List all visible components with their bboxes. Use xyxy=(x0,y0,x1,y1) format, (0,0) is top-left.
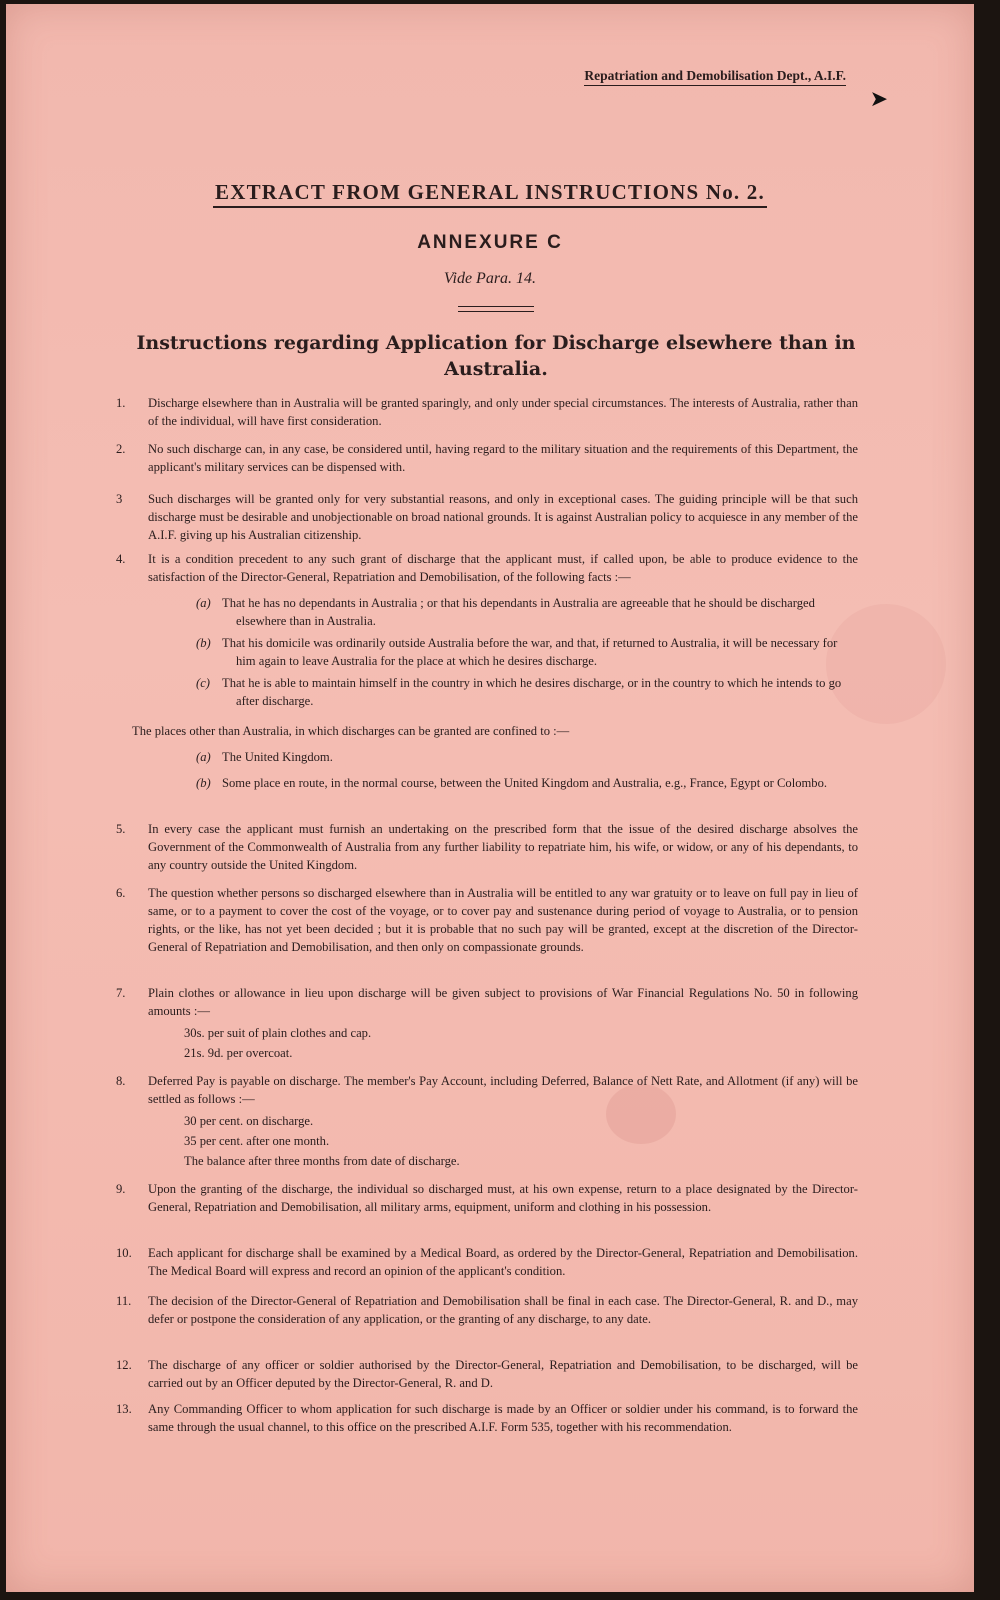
paragraph-number: 7. xyxy=(116,986,126,1000)
paragraph-number: 8. xyxy=(116,1074,126,1088)
paragraph-3 xyxy=(116,490,858,544)
paragraph-text: Each applicant for discharge shall be examined by a Medical Board, as ordered by the Director-General, Repatriation and Demobilisation. The Medical Board will express and record an opinion of the applicant's condition. xyxy=(148,1246,858,1278)
section-heading: Instructions regarding Application for Discharge elsewhere than in Australia. xyxy=(136,332,856,380)
item-label: (a) xyxy=(196,750,211,764)
document-title xyxy=(6,180,974,205)
paragraph-number: 2. xyxy=(116,442,126,456)
payment-schedule: 30 per cent. on discharge. xyxy=(184,1114,314,1128)
paragraph-number: 1. xyxy=(116,396,126,410)
document-title-text: EXTRACT FROM GENERAL INSTRUCTIONS No. 2. xyxy=(213,180,767,208)
paragraph-6 xyxy=(116,884,858,956)
paragraph-2 xyxy=(116,440,858,476)
paragraph-number: 5. xyxy=(116,822,126,836)
paragraph-text: Upon the granting of the discharge, the individual so discharged must, at his own expense, return to a place designated by the Director-General, Repatriation and Demobilisation, all military arms, equipment, uniform and clothing in his possession. xyxy=(148,1182,858,1214)
paragraph-8 xyxy=(116,1072,858,1108)
paragraph-5 xyxy=(116,820,858,874)
item-text: The United Kingdom. xyxy=(222,750,333,764)
paragraph-9 xyxy=(116,1180,858,1216)
paragraph-number: 4. xyxy=(116,552,126,566)
item-label: (b) xyxy=(196,776,211,790)
paragraph-text: The question whether persons so discharged elsewhere than in Australia will be entitled to any war gratuity or to leave on full pay in lieu of same, or to a payment to cover the cost of the voyage, or to cover pay and sustenance during period of voyage to Australia, or to pension rights, or the like, has not yet been decided ; but it is probable that no such pay will be granted, except at the discretion of the Director-General of Repatriation and Demobilisation, and then only on compassionate grounds. xyxy=(148,886,858,954)
clothing-amount: 30s. per suit of plain clothes and cap. xyxy=(184,1026,372,1040)
paragraph-number: 9. xyxy=(116,1182,126,1196)
paragraph-4 xyxy=(116,550,858,586)
paragraph-number: 11. xyxy=(116,1294,132,1308)
divider xyxy=(458,311,534,312)
paragraph-text: Discharge elsewhere than in Australia will be granted sparingly, and only under special circumstances. The interests of Australia, rather than of the individual, will have first consideration. xyxy=(148,396,858,428)
paragraph-number: 12. xyxy=(116,1358,132,1372)
item-text: That his domicile was ordinarily outside Australia before the war, and that, if returned to Australia, it will be necessary for him again to leave Australia for the place at which he desires discharge. xyxy=(222,636,838,668)
places-intro: The places other than Australia, in which discharges can be granted are confined to :— xyxy=(132,724,570,738)
paragraph-1 xyxy=(116,394,858,430)
paragraph-text: In every case the applicant must furnish an undertaking on the prescribed form that the issue of the desired discharge absolves the Government of the Commonwealth of Australia from any further liability to repatriate him, his wife, or widow, or any of his dependants, to any country outside the United Kingdom. xyxy=(148,822,858,872)
clothing-amount: 21s. 9d. per overcoat. xyxy=(184,1046,293,1060)
item-text: That he is able to maintain himself in the country in which he desires discharge, or in the country to which he intends to go after discharge. xyxy=(222,676,842,708)
vide-reference: Vide Para. 14. xyxy=(443,270,537,287)
item-text: That he has no dependants in Australia ; or that his dependants in Australia are agreeable that he should be discharged elsewhere than in Australia. xyxy=(222,596,815,628)
paragraph-number: 3 xyxy=(116,492,123,506)
paragraph-text: The discharge of any officer or soldier authorised by the Director-General, Repatriation and Demobilisation, to be discharged, will be carried out by an Officer deputed by the Director-General, R. and D. xyxy=(148,1358,858,1390)
paragraph-number: 10. xyxy=(116,1246,132,1260)
condition-b xyxy=(196,634,856,670)
condition-a xyxy=(196,594,856,630)
document-page xyxy=(6,4,974,1592)
paragraph-text: The decision of the Director-General of Repatriation and Demobilisation shall be final in each case. The Director-General, R. and D., may defer or postpone the consideration of any application, or the granting of any discharge, to any date. xyxy=(148,1294,858,1326)
department-header: Repatriation and Demobilisation Dept., A.I.F. xyxy=(584,68,846,86)
paragraph-text: No such discharge can, in any case, be considered until, having regard to the military situation and the requirements of this Department, the applicant's military services can be dispensed with. xyxy=(148,442,858,474)
item-label: (c) xyxy=(196,676,210,690)
condition-c xyxy=(196,674,856,710)
item-text: Some place en route, in the normal course, between the United Kingdom and Australia, e.g., France, Egypt or Colombo. xyxy=(222,776,828,790)
paragraph-text: It is a condition precedent to any such grant of discharge that the applicant must, if called upon, be able to produce evidence to the satisfaction of the Director-General, Repatriation and Demobilisation, of the following facts :— xyxy=(148,552,858,584)
paragraph-number: 6. xyxy=(116,886,126,900)
paragraph-10 xyxy=(116,1244,858,1280)
ink-mark: ➤ xyxy=(869,86,888,111)
paragraph-text: Any Commanding Officer to whom application for such discharge is made by an Officer or soldier under his command, is to forward the same through the usual channel, to this office on the prescribed A.I.F. Form 535, together with his recommendation. xyxy=(148,1402,858,1434)
item-label: (a) xyxy=(196,596,211,610)
annexure-label: ANNEXURE C xyxy=(417,232,563,253)
paragraph-text: Plain clothes or allowance in lieu upon discharge will be given subject to provisions of War Financial Regulations No. 50 in following amounts :— xyxy=(148,986,858,1018)
payment-schedule: 35 per cent. after one month. xyxy=(184,1134,330,1148)
paragraph-text: Deferred Pay is payable on discharge. The member's Pay Account, including Deferred, Balance of Nett Rate, and Allotment (if any) will be settled as follows :— xyxy=(148,1074,858,1106)
item-label: (b) xyxy=(196,636,211,650)
paragraph-7 xyxy=(116,984,858,1020)
paragraph-11 xyxy=(116,1292,858,1328)
payment-schedule: The balance after three months from date of discharge. xyxy=(184,1154,460,1168)
paragraph-text: Such discharges will be granted only for very substantial reasons, and only in exceptional cases. The guiding principle will be that such discharge must be desirable and unobjectionable on broad national grounds. It is against Australian policy to acquiesce in any member of the A.I.F. giving up his Australian citizenship. xyxy=(148,492,858,542)
place-b xyxy=(196,774,856,792)
paragraph-12 xyxy=(116,1356,858,1392)
place-a xyxy=(196,748,856,766)
divider xyxy=(458,306,534,307)
paragraph-number: 13. xyxy=(116,1402,132,1416)
paragraph-13 xyxy=(116,1400,858,1436)
